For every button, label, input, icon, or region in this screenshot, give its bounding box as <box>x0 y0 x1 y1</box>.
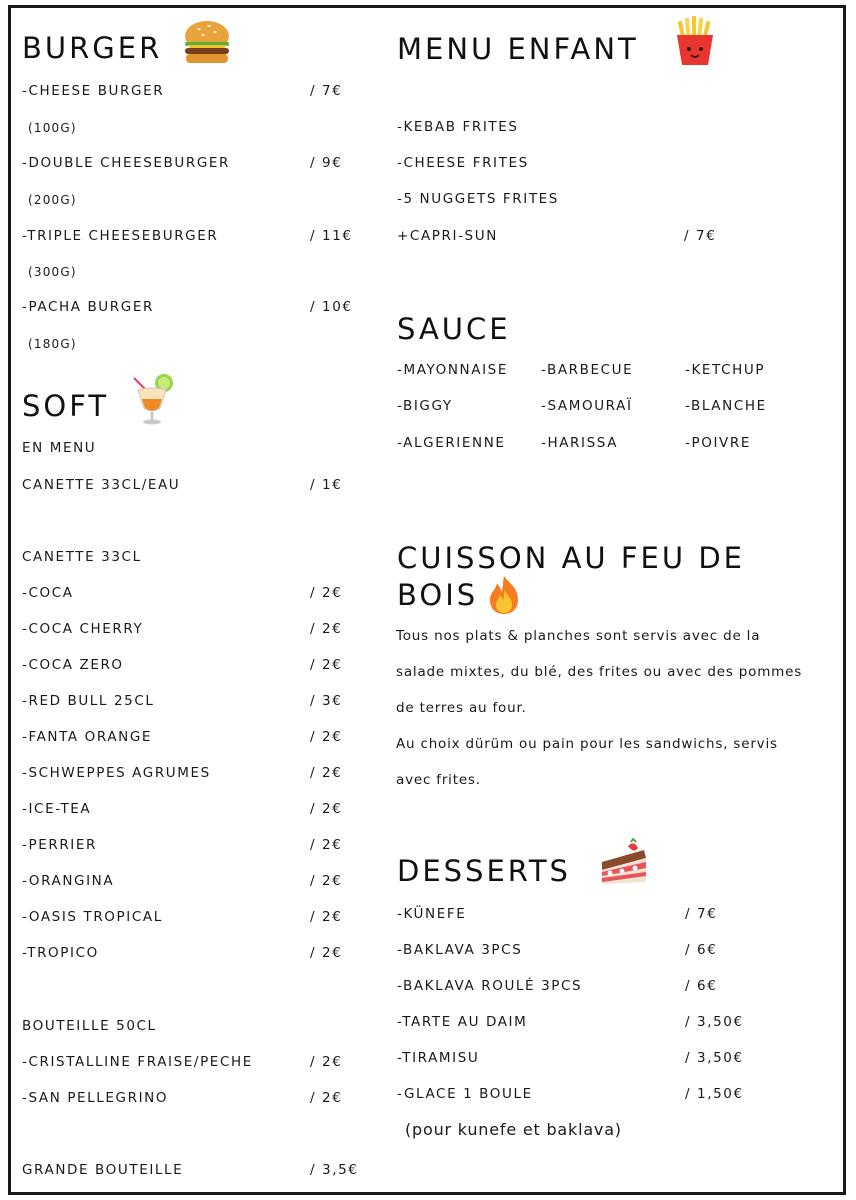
menu-enfant-title: MENU ENFANT <box>397 32 639 66</box>
bouteille-label: BOUTEILLE 50CL <box>22 1018 157 1034</box>
burger-item-weight: (180G) <box>28 337 77 351</box>
burger-icon <box>182 18 232 66</box>
en-menu-label: EN MENU <box>22 440 97 456</box>
burger-item-price: / 9€ <box>310 155 343 171</box>
list-item-name: -PERRIER <box>22 837 97 853</box>
burger-item-name: -PACHA BURGER <box>22 299 154 315</box>
list-item-name: -TARTE AU DAIM <box>397 1014 528 1030</box>
fire-icon <box>484 574 524 616</box>
list-item-name: -BAKLAVA 3PCS <box>397 942 523 958</box>
fries-icon <box>671 15 719 67</box>
soft-title: SOFT <box>22 389 110 423</box>
grande-bouteille-name: GRANDE BOUTEILLE <box>22 1162 184 1178</box>
cuisson-text-line: Tous nos plats & planches sont servis avec de la <box>396 628 761 644</box>
list-item-name: -SAN PELLEGRINO <box>22 1090 169 1106</box>
cuisson-title-line2: BOIS <box>397 578 479 612</box>
burger-item-weight: (100G) <box>28 121 77 135</box>
cuisson-title-line1: CUISSON AU FEU DE <box>397 541 745 575</box>
list-item-name: -CRISTALLINE FRAISE/PECHE <box>22 1054 253 1070</box>
menu-enfant-item: -CHEESE FRITES <box>397 155 529 171</box>
list-item-price: / 7€ <box>685 906 718 922</box>
sauce-item: -SAMOURAÏ <box>541 398 633 414</box>
burger-item-price: / 10€ <box>310 299 353 315</box>
menu-enfant-extra-price: / 7€ <box>684 228 717 244</box>
list-item-price: / 6€ <box>685 978 718 994</box>
desserts-note: (pour kunefe et baklava) <box>405 1120 622 1139</box>
list-item-name: -GLACE 1 BOULE <box>397 1086 533 1102</box>
list-item-price: / 3€ <box>310 693 343 709</box>
en-menu-item-name: CANETTE 33CL/EAU <box>22 477 181 493</box>
list-item-price: / 2€ <box>310 873 343 889</box>
list-item-name: -COCA ZERO <box>22 657 124 673</box>
list-item-name: -COCA CHERRY <box>22 621 144 637</box>
list-item-price: / 2€ <box>310 657 343 673</box>
grande-bouteille-price: / 3,5€ <box>310 1162 359 1178</box>
list-item-name: -TROPICO <box>22 945 99 961</box>
list-item-price: / 2€ <box>310 837 343 853</box>
list-item-name: -ICE-TEA <box>22 801 92 817</box>
desserts-title: DESSERTS <box>397 854 571 888</box>
burger-item-name: -DOUBLE CHEESEBURGER <box>22 155 231 171</box>
list-item-price: / 2€ <box>310 945 343 961</box>
cuisson-text-line: avec frites. <box>396 772 481 788</box>
menu-enfant-item: -5 NUGGETS FRITES <box>397 191 559 207</box>
burger-item-name: -TRIPLE CHEESEBURGER <box>22 228 219 244</box>
list-item-price: / 2€ <box>310 1054 343 1070</box>
sauce-item: -HARISSA <box>541 435 619 451</box>
list-item-name: -ORANGINA <box>22 873 115 889</box>
burger-item-name: -CHEESE BURGER <box>22 83 165 99</box>
list-item-price: / 2€ <box>310 1090 343 1106</box>
sauce-item: -POIVRE <box>685 435 751 451</box>
canette-label: CANETTE 33CL <box>22 549 142 565</box>
en-menu-item-price: / 1€ <box>310 477 343 493</box>
list-item-name: -OASIS TROPICAL <box>22 909 163 925</box>
list-item-name: -COCA <box>22 585 74 601</box>
list-item-name: -FANTA ORANGE <box>22 729 153 745</box>
sauce-item: -MAYONNAISE <box>397 362 508 378</box>
list-item-price: / 2€ <box>310 621 343 637</box>
list-item-price: / 2€ <box>310 801 343 817</box>
menu-enfant-extra-name: +CAPRI-SUN <box>397 228 498 244</box>
list-item-price: / 3,50€ <box>685 1050 744 1066</box>
list-item-price: / 2€ <box>310 765 343 781</box>
burger-item-weight: (300G) <box>28 265 77 279</box>
burger-item-weight: (200G) <box>28 193 77 207</box>
cuisson-text-line: de terres au four. <box>396 700 527 716</box>
cake-icon <box>598 838 650 890</box>
list-item-price: / 2€ <box>310 585 343 601</box>
list-item-name: -SCHWEPPES AGRUMES <box>22 765 211 781</box>
burger-item-price: / 11€ <box>310 228 353 244</box>
sauce-title: SAUCE <box>397 312 511 346</box>
sauce-item: -BLANCHE <box>685 398 767 414</box>
list-item-price: / 2€ <box>310 729 343 745</box>
cuisson-text-line: Au choix dürüm ou pain pour les sandwichs, servis <box>396 736 778 752</box>
menu-enfant-item: -KEBAB FRITES <box>397 119 519 135</box>
list-item-name: -RED BULL 25CL <box>22 693 155 709</box>
sauce-item: -BARBECUE <box>541 362 634 378</box>
sauce-item: -ALGERIENNE <box>397 435 506 451</box>
list-item-price: / 3,50€ <box>685 1014 744 1030</box>
cocktail-icon <box>130 372 176 426</box>
list-item-price: / 2€ <box>310 909 343 925</box>
list-item-name: -TIRAMISU <box>397 1050 480 1066</box>
cuisson-text-line: salade mixtes, du blé, des frites ou avec des pommes <box>396 664 803 680</box>
sauce-item: -BIGGY <box>397 398 453 414</box>
list-item-name: -BAKLAVA ROULÉ 3PCS <box>397 978 583 994</box>
list-item-name: -KÜNEFE <box>397 906 467 922</box>
list-item-price: / 1,50€ <box>685 1086 744 1102</box>
burger-item-price: / 7€ <box>310 83 343 99</box>
sauce-item: -KETCHUP <box>685 362 766 378</box>
list-item-price: / 6€ <box>685 942 718 958</box>
burger-title: BURGER <box>22 31 163 65</box>
